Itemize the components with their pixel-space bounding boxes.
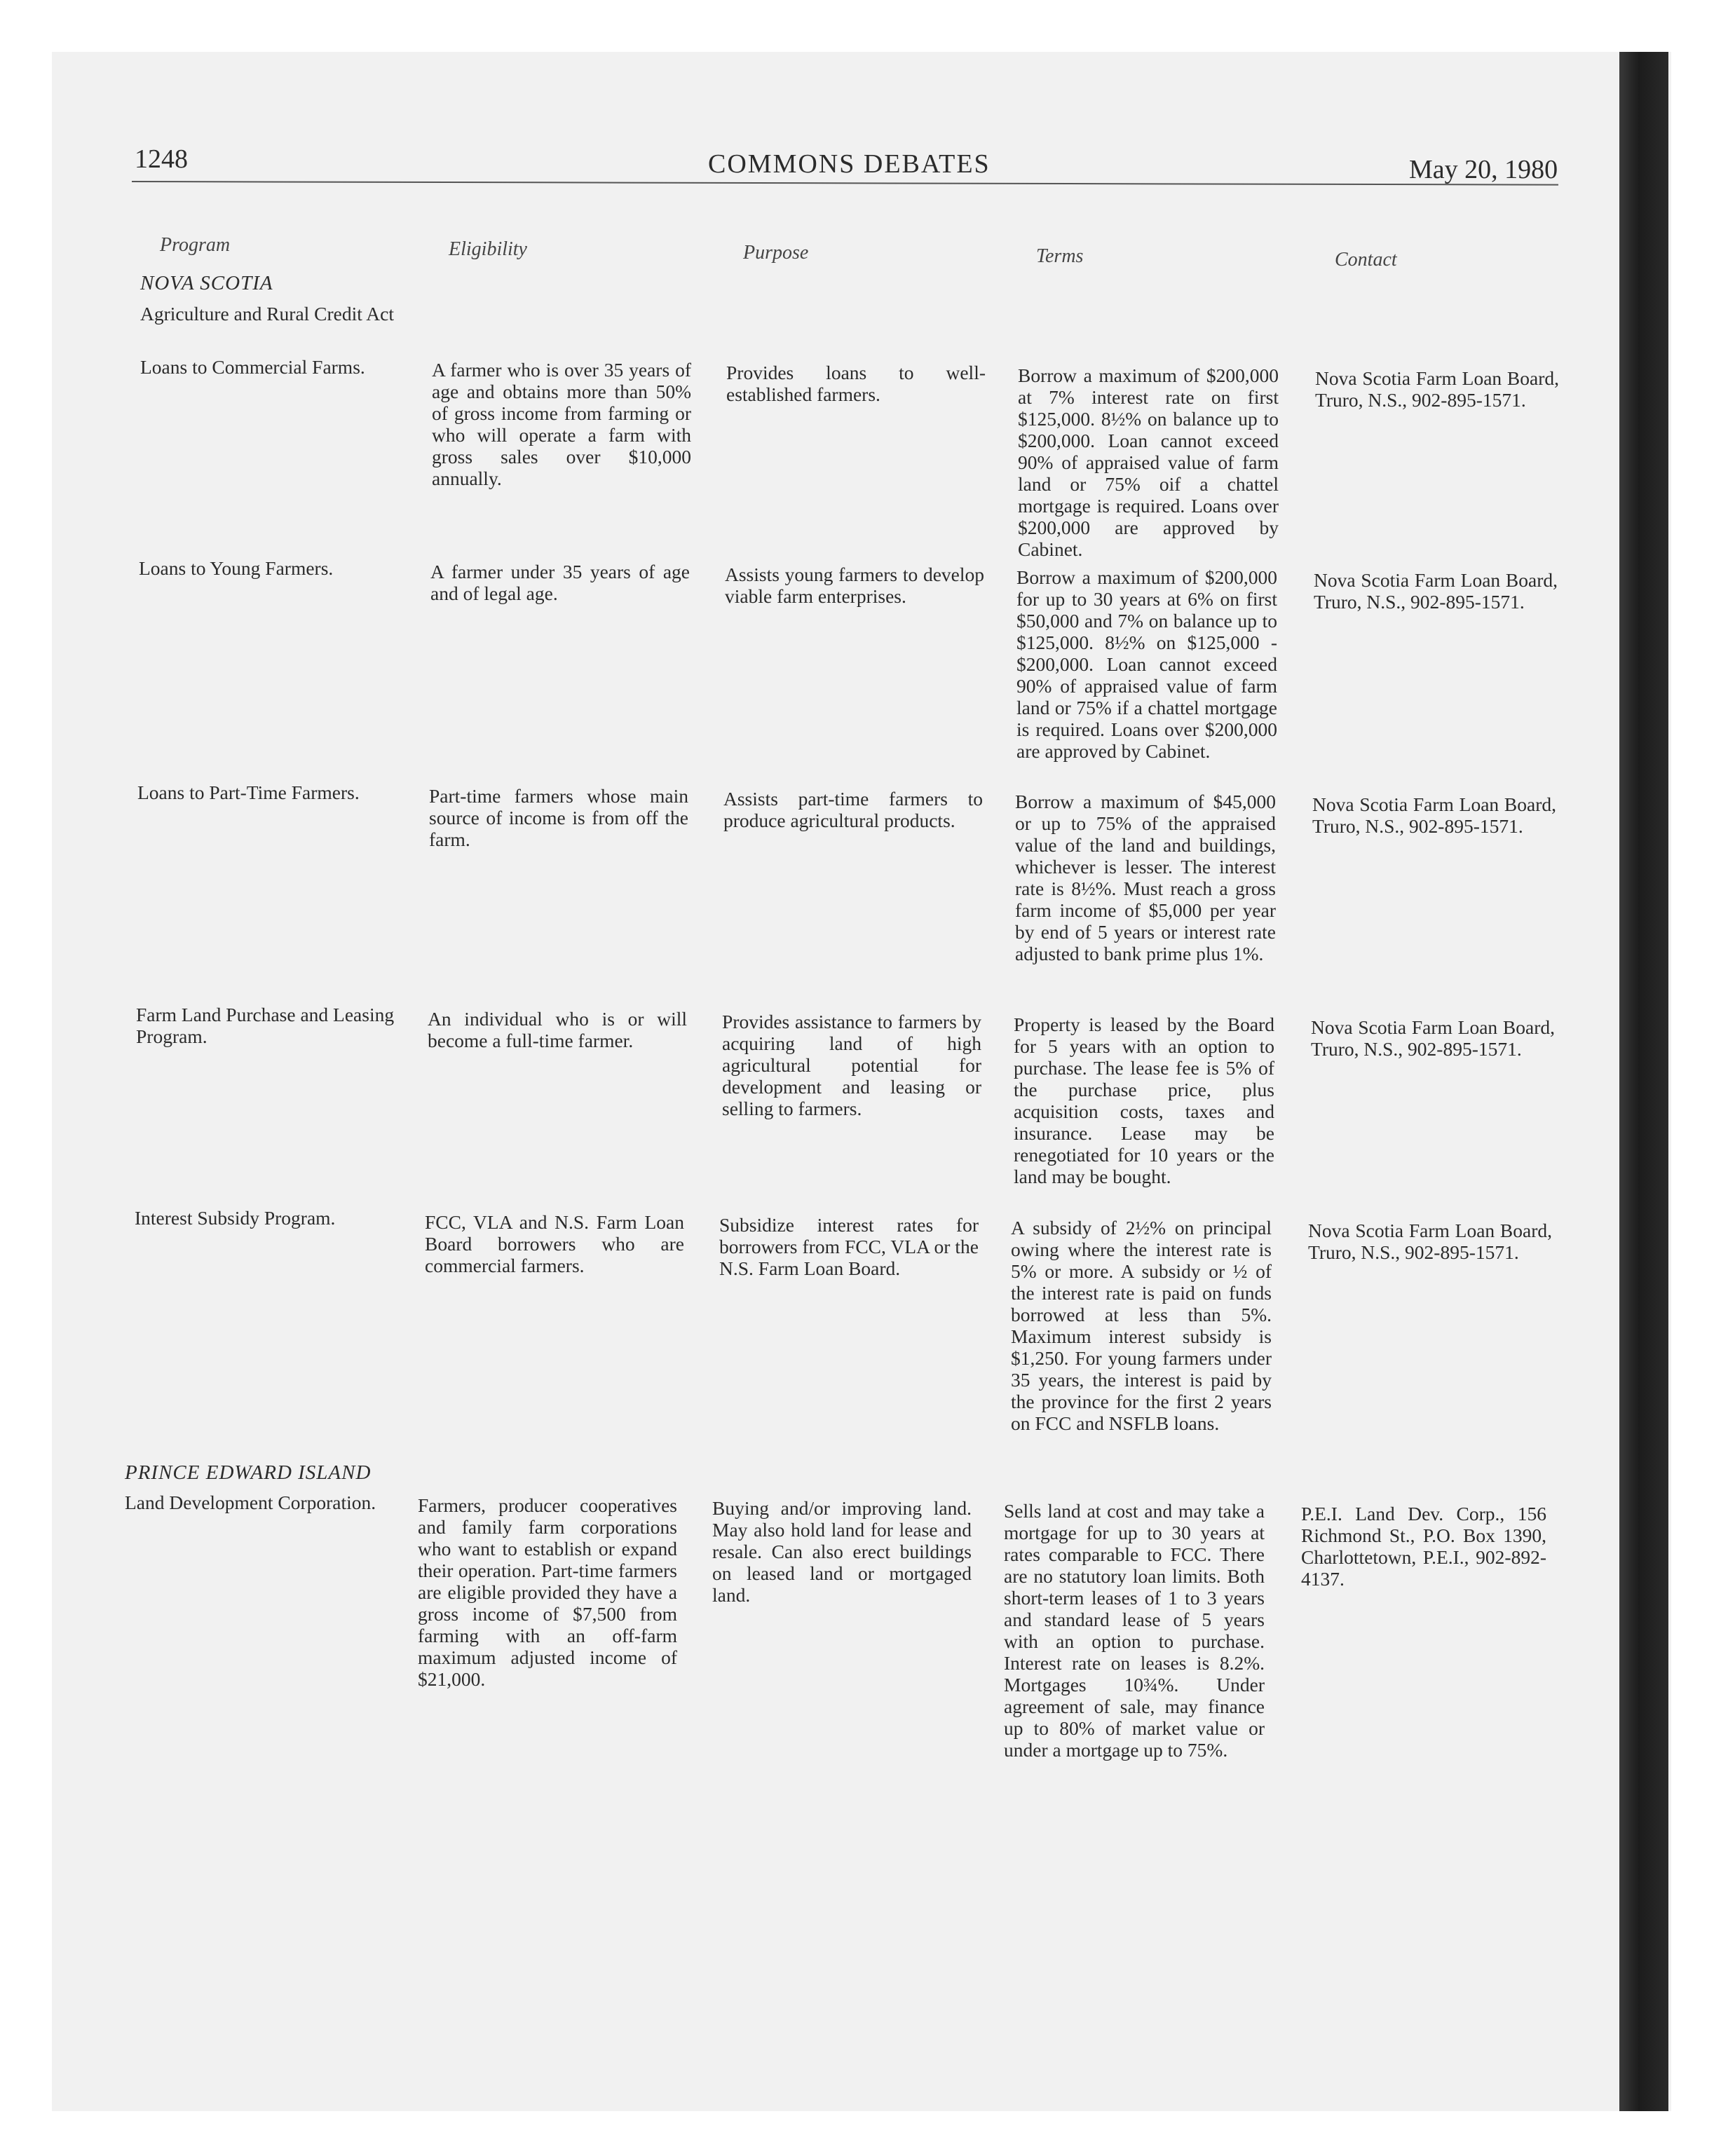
contact-text: Nova Scotia Farm Loan Board, Truro, N.S., 902-895-1571.: [1314, 569, 1558, 613]
program-name: Farm Land Purchase and Leasing Program.: [136, 1004, 395, 1047]
terms-text: Borrow a maximum of $200,000 for up to 30 years at 6% on first $50,000 and 7% on balance up to $125,000. 8½% on $125,000 - $200,000. Loan cannot exceed 90% of appraised value of farm land or 75% if a chattel mortgage is required. Loans over $200,000 are approved by Cabinet.: [1016, 566, 1277, 762]
eligibility-text: Farmers, producer cooperatives and family farm corporations who want to establish or expand their operation. Part-time farmers are eligible provided they have a gross income of $7,500 from farming with an off-farm maximum adjusted income of $21,000.: [418, 1494, 677, 1690]
purpose-text: Assists young farmers to develop viable farm enterprises.: [725, 564, 984, 607]
contact-text: P.E.I. Land Dev. Corp., 156 Richmond St., P.O. Box 1390, Charlottetown, P.E.I., 902-892-4137.: [1301, 1503, 1546, 1590]
column-header-eligibility: Eligibility: [449, 238, 527, 260]
eligibility-text: A farmer under 35 years of age and of legal age.: [430, 561, 690, 604]
column-header-terms: Terms: [1036, 245, 1084, 267]
program-name: Loans to Young Farmers.: [139, 557, 334, 579]
section-title-pei: PRINCE EDWARD ISLAND: [125, 1461, 372, 1484]
column-header-program: Program: [160, 234, 231, 256]
page-title: COMMONS DEBATES: [708, 149, 991, 179]
program-name: Loans to Commercial Farms.: [140, 356, 365, 378]
section-title-nova-scotia: NOVA SCOTIA: [140, 272, 273, 294]
column-header-purpose: Purpose: [743, 242, 809, 264]
terms-text: Sells land at cost and may take a mortgage for up to 30 years at rates comparable to FCC. There are no statutory loan limits. Both short-term leases of 1 to 3 years and standard lease of 5 years with an option to purchase. Interest rate on leases is 8.2%. Mortgages 10¾%. Under agreement of sale, may finance up to 80% of market value or under a mortgage up to 75%.: [1004, 1500, 1265, 1761]
terms-text: Borrow a maximum of $200,000 at 7% interest rate on first $125,000. 8½% on balance up to $200,000. Loan cannot exceed 90% of appraised value of farm land or 75% oif a chattel mortgage is required. Loans over $200,000 are approved by Cabinet.: [1018, 364, 1279, 560]
purpose-text: Provides assistance to farmers by acquiring land of high agricultural potential for development and leasing or selling to farmers.: [722, 1011, 981, 1119]
purpose-text: Provides loans to well-established farmers.: [726, 362, 986, 405]
contact-text: Nova Scotia Farm Loan Board, Truro, N.S., 902-895-1571.: [1312, 793, 1556, 837]
terms-text: A subsidy of 2½% on principal owing where the interest rate is 5% or more. A subsidy or ½ of the interest rate is paid on funds borrowed at less than 5%. Maximum interest subsidy is $1,250. For young farmers under 35 years, the interest is paid by the province for the first 2 years on FCC and NSFLB loans.: [1011, 1217, 1272, 1434]
program-name: Loans to Part-Time Farmers.: [137, 782, 360, 803]
purpose-text: Subsidize interest rates for borrowers from FCC, VLA or the N.S. Farm Loan Board.: [719, 1214, 979, 1279]
act-name: Agriculture and Rural Credit Act: [140, 303, 394, 325]
purpose-text: Assists part-time farmers to produce agricultural products.: [723, 788, 983, 831]
program-name: Interest Subsidy Program.: [135, 1207, 336, 1229]
page-date: May 20, 1980: [1409, 155, 1558, 184]
eligibility-text: An individual who is or will become a full-time farmer.: [428, 1008, 687, 1051]
page-number: 1248: [135, 144, 188, 174]
contact-text: Nova Scotia Farm Loan Board, Truro, N.S., 902-895-1571.: [1308, 1220, 1552, 1263]
contact-text: Nova Scotia Farm Loan Board, Truro, N.S., 902-895-1571.: [1315, 367, 1559, 411]
column-header-contact: Contact: [1335, 249, 1397, 271]
terms-text: Property is leased by the Board for 5 years with an option to purchase. The lease fee is 5% of the purchase price, plus acquisition costs, taxes and insurance. Lease may be renegotiated for 10 years or the land may be bought.: [1014, 1014, 1274, 1187]
eligibility-text: A farmer who is over 35 years of age and obtains more than 50% of gross income from farming or who will operate a farm with gross sales over $10,000 annually.: [432, 359, 691, 489]
purpose-text: Buying and/or improving land. May also hold land for lease and resale. Can also erect buildings on leased land or mortgaged land.: [712, 1497, 972, 1606]
terms-text: Borrow a maximum of $45,000 or up to 75% of the appraised value of the land and buildings, whichever is lesser. The interest rate is 8½%. Must reach a gross farm income of $5,000 per year by end of 5 years or interest rate adjusted to bank prime plus 1%.: [1015, 791, 1276, 964]
scan-edge-shadow: [1619, 52, 1668, 2111]
contact-text: Nova Scotia Farm Loan Board, Truro, N.S., 902-895-1571.: [1311, 1016, 1555, 1060]
eligibility-text: FCC, VLA and N.S. Farm Loan Board borrowers who are commercial farmers.: [425, 1211, 684, 1276]
program-name: Land Development Corporation.: [125, 1492, 376, 1513]
eligibility-text: Part-time farmers whose main source of income is from off the farm.: [429, 785, 688, 850]
